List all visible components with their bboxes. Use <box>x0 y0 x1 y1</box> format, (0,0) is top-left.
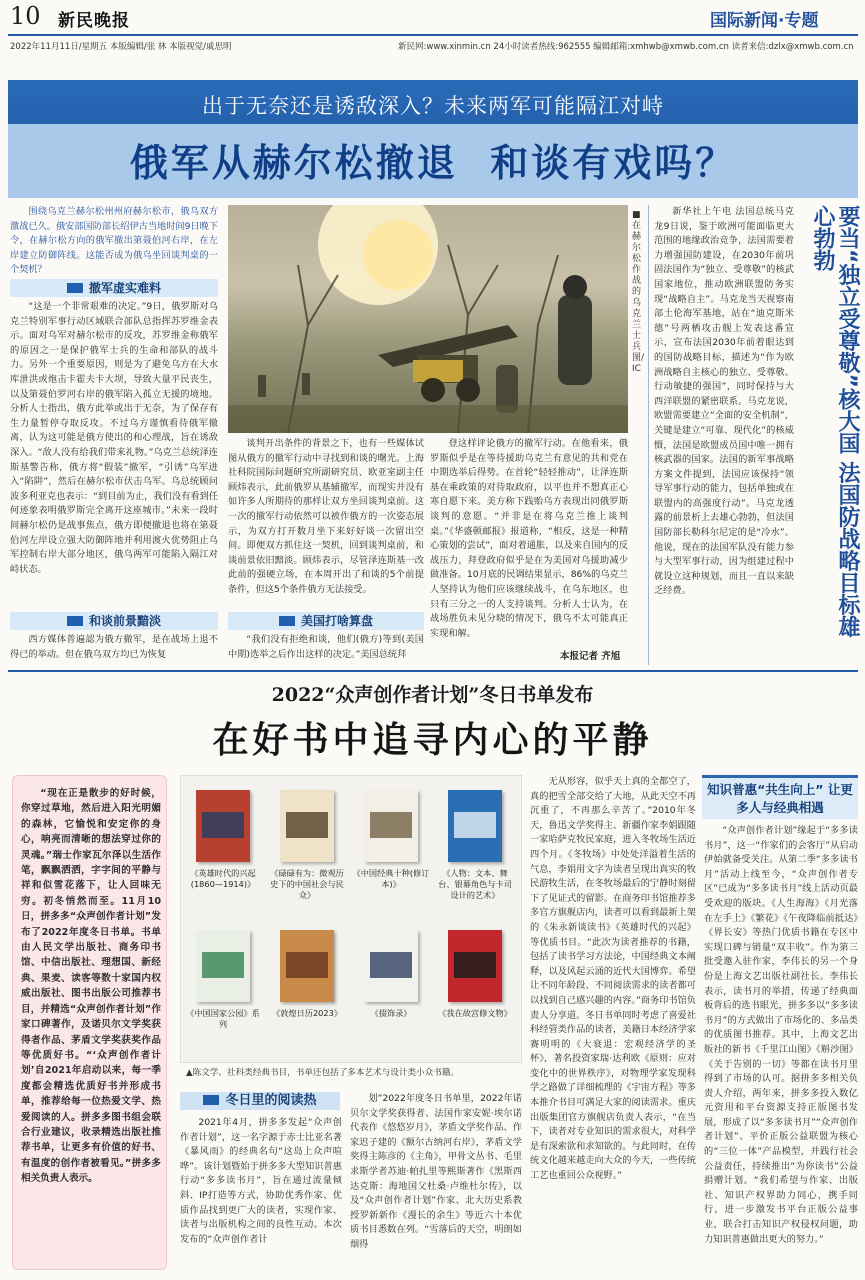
contact-line: 新民网:www.xinmin.cn 24小时读者热线:962555 编辑邮箱:xmhwb@xmwb.com.cn 读者来信:dzlx@xmwb.com.cn <box>398 42 854 52</box>
book-title: 《中国经典十种(修订本)》 <box>352 868 430 889</box>
right-column-body: “众声创作者计划”缘起于“多多读书月”，这一“作家们的会客厅”从启动伊始就备受关注。从第二季“多多读书月”活动上线至今，“众声创作者专区”已成为“多多读书月”线上活动页最受欢迎的版块。《人生海海》《月光落在左手上》《繁花》《午夜降临前抵达》《界长安》等热门优质书籍在专区中实现口碑与销量“双丰收”。作为第三批受邀入驻作家，李伟长的另一个身份是上海文艺出版社副社长。李伟长表示，读书月的举措，传递了经典面板背后的选书眼光，拼多多以“多多读书月”的方式做出了市场化的、多品类的优质图书推荐。其中，上海文艺出版社的新书《千里江山图》《斛沙图》《关于告别的一切》等都在读书月里得到了市场的认可。据拼多多相关负责人介绍，两年来，拼多多投入数亿元资用和平台资源支持正版图书发展，形成了以“多多读书月”“众声创作者计划”、平价正版公益联盟为核心的“三位一体”产品模型，并践行社会公益责任，持续推出“为你读书”公益捐赠计划。“我们希望与作家、出版社、知识产权界助力同心，携手同行，进一步激发书平台正版公益事业，联合打击知识产权侵权问题，助力知识普惠做出更大的努力。” <box>704 825 858 1245</box>
book-title: 《敦煌日历2023》 <box>272 1008 342 1018</box>
book-mid-column: 无从形容，似乎天上真的全都空了，真的把雪全部交给了大地，从此天空不再沉重了，不再那么辛苦了。”2010年冬天，鲁迅文学奖得主、新疆作家李娟跟随一家哈萨克牧民家庭，进入冬牧场生活近四个月。《冬牧场》中处处洋溢着生活的气息，李娟用文字为读者呈现出真实的牧民游牧生活，在冬牧场最后的宁静时刻留下了见证式的留影。在商务印书馆推荐多多官方旗舰店内，读者可以看到最新上架的《朱永新谈读书》《英雄时代的兴起》等优质书目。“此次为读者推荐的书籍，包括了读书学习方法论，中国经典文本阐释，以及风起云涌的近代大国博弈。希望让不同年龄段、不同阅读需求的读者都可以找到自己感兴趣的内容。”商务印书馆负责人分享道。冬日书单同时考虑了喜爱社科经管类作品的读者，美籍日本经济学家赛明明的《大衰退：宏观经济学的圣杯》，著名投资家瑞·达利欧《原则：应对变化中的世界秩序》，对物理学家发现科学之路做了详细梳理的《宇宙方程》等多本推介书目可满足大家的阅读需求。重庆出版集团官方旗舰店负责人表示，“在当下，读者对专业知识的需求很大，对科学是有深索欲和求知欲的。与此同时，在传统文化越来越走向大众的今天，一些传统工艺也重回公众视野。” <box>530 776 696 1182</box>
newspaper-logo: 新民晚报 <box>58 11 130 31</box>
book-cover <box>448 790 502 862</box>
subhead-bar-icon <box>203 1095 219 1105</box>
book-cover-art <box>370 952 412 978</box>
lead-banner <box>8 80 858 198</box>
date-line: 2022年11月11日/星期五 本版编辑/张 林 本版视觉/戚思明 <box>10 42 232 52</box>
lead-col1-body: “这是一个非常艰难的决定。”9日，俄罗斯对乌克兰特别军事行动区域联合部队总指挥苏罗维金表示。面对乌军对赫尔松市的反攻，苏罗维金称俄军的原因之一是保护俄军士兵的生命和部队的战斗力。另外一个重要原因，则是为了避免乌方在大水库泄洪或炮击卡霍夫卡大坝，导致大量平民丧生，以及第聂伯罗河右岸的俄军陷入孤立无援的境地。分析人士指出，俄方此举或出于无奈，为了保存有生力量暂停夺取反攻。不过乌方谨慎看待俄军撤离，认为这可能是俄方使出的和心理战，旨在诱敌深入。“敌人没有给我们带来礼物。”乌克兰总统泽连斯基警告称，俄方将“假装”撤军，“引诱”乌军进入“陷阱”，然后在赫尔松市伏击乌军。乌总统顾问波多利亚克也表示：“到目前为止，我们没有看到任何迹象表明俄罗斯完全离开这座城市。”未来一段时间赫尔松仍是战事焦点，俄方即便撤退也将在第聂伯河左岸设立强大防御阵地并利用渡火优势阻止乌军控制右岸大部分地区，俄乌两军可能陷入隔江对峙状态。 <box>10 301 218 575</box>
book-cover-art <box>202 952 244 978</box>
subhead-bar-icon <box>67 283 83 293</box>
book-sidebar <box>12 775 167 1270</box>
right-headline-box <box>702 775 858 819</box>
lead-col1-tail: 西方媒体普遍認为俄方撤军，是在战场上退不得已的举动。但在俄乌双方均已为恢复 <box>10 634 218 660</box>
book-item <box>436 922 514 1056</box>
side-story-body: 新华社上午电 法国总统马克龙9日说，鉴于欧洲可能面临更大范围的地缘政治竞争，法国需要着力增强国防建设，在2030年前巩固法国作为“独立、受尊敬”的核武国家地位，推动欧洲联盟防务实现“战略自主”。马克龙当天视察南部土伦海军基地，站在“迪克斯米德”号两栖攻击舰上发表这番宣示，宣布法国2030年前着眼达到的国防战略目标，描述为“作为欧洲战略自主核心的独立、受尊敬、行动敏捷的强国”，同时保持与大西洋联盟的紧密联系。马克龙说，欧盟需要建立“全面的安全机制”，关键是建立“可靠、现代化”的核威慑，法国是欧盟成员国中唯一拥有核武器的国家。法国的新军事战略方案文件提到，法国应该保持“领导军事行动的能力，包括单独或在联盟内的高强度行动”。马克龙透露的前景析上去雄心勃勃，但法国国防部长勒科尔尼定的是“冷水”。他说，现在的法国军队没有能力参与大型军事行动，因为组建过程中就设立这种规划，而且一直以来缺乏经费。 <box>654 206 794 597</box>
book-item <box>352 922 430 1056</box>
lead-byline: 本报记者 齐旭 <box>560 651 621 662</box>
book-title: 《人物：文本、舞台、银幕角色与卡司设计的艺术》 <box>438 868 512 900</box>
book-sidebar-text: “现在正是散步的好时候，你穿过草地，然后进入阳光明媚的森林，它愉悦和安定你的身心，响亮而清晰的想法穿过你的灵魂。”瑞士作家瓦尔泽以生活作笔，飘飘洒洒，字字间的平静与祥和似雪花落下，让人回味无穷。初冬悄然而至。11月10日，拼多多“众声创作者计划”发布了2022年度冬日书单。书单由人民文学出版社、商务印书馆、中信出版社、理想国、新经典、果麦、读客等数十家国内权威出版社、图书出版公司推荐书目，并精选“众声创作者计划”作家口碑著作，及诺贝尔文学奖获得者作品、茅盾文学奖获奖作品等优质好书。“‘众声创作者计划’自2021年启动以来，每一季度都会精选优质好书并形成书单，推荐给每一位热爱文学、热爱阅读的人。拼多多图书组会联合行业建议，收录精选出版社推荐书单，让更多有价值的好书、有温度的创作者被看见。”拼多多相关负责人表示。 <box>21 788 161 1185</box>
book-item <box>436 782 514 916</box>
subhead-talks: 和谈前景黯淡 <box>10 612 218 630</box>
book-item <box>268 782 346 916</box>
book-cover <box>448 930 502 1002</box>
book-cover-art <box>286 952 328 978</box>
subhead-withdrawal: 撤军虚实难料 <box>10 279 218 297</box>
book-cover <box>196 930 250 1002</box>
section-rule <box>8 670 858 672</box>
artillery-scene-illustration <box>228 205 628 433</box>
lead-col2-body: 谈判开出条件的背景之下，也有一些媒体试图从俄方的撤军行动中寻找到和谈的曙光。上海社科院国际问题研究所副研究员、欧亚室副主任顾炜表示，此前俄罗从基辅撤军，而现实并没有如许多人所期待的那样让双方坐回谈判桌前。这一次的撤军行动依然可以被作俄方的一次姿态展示，为双方打开数月坐下来好好谈一次留出空间。即便双方抓住这一契机，回到谈判桌前，和谈前景依旧黯淡。顾炜表示，尽管泽连斯基一改此前的强硬立场，在本周开出了和谈的5个前提条件，但这5个条件俄方无法接受。 <box>228 438 424 595</box>
lead-kicker: 出于无奈还是诱敌深入？未来两军可能隔江对峙 <box>202 94 664 118</box>
masthead-rule <box>8 34 858 36</box>
subhead-us: 美国打啥算盘 <box>228 612 424 630</box>
book-cover-art <box>454 952 496 978</box>
section-title: 国际新闻·专题 <box>710 11 819 31</box>
book-cover <box>196 790 250 862</box>
book-title: 《中国国家公园》系列 <box>186 1008 260 1029</box>
book-cover <box>280 790 334 862</box>
book-title: 《碌碌有为：微观历史下的中国社会与民众》 <box>270 868 344 900</box>
lead-intro: 围绕乌克兰赫尔松州州府赫尔松市，俄乌双方激战已久。俄安部国防部长绍伊古当地时间9日晚下令，在赫尔松方向的俄军撤出第聂伯河右岸，在左岸建立防御阵线。这能否成为俄乌坐回谈判桌的一个契机？ <box>10 206 218 275</box>
book-cover <box>364 790 418 862</box>
lead-headline: 俄军从赫尔松撤退 和谈有戏吗？ <box>129 141 737 185</box>
book-cover-art <box>370 812 412 838</box>
book-item <box>268 922 346 1056</box>
book-headline: 在好书中追寻内心的平静 <box>212 720 653 761</box>
book-kicker: 2022“众声创作者计划”冬日书单发布 <box>271 684 594 706</box>
book-title: 《英雄时代的兴起(1860—1914)》 <box>190 868 256 889</box>
winter-col1: 2021年4月，拼多多发起“众声创作者计划”，这一名字源于赤士比亚名著《暴风雨》的经典名句“这岛上众声喧哗”。该计划暨始于拼多多大型知识普惠行动“多多读书月”，旨在通过流量倾斜、IP打造等方式，协助优秀作家、优质作品找到更广大的读者，实现作家、读者与出版机构之间的良性互动。本次发布的“众声创作者计 <box>180 1117 342 1245</box>
book-grid <box>180 775 522 1063</box>
side-story-headline: 要当“独立受尊敬”核大国 法国防战略目标雄心勃勃 <box>810 205 860 638</box>
column-divider <box>648 205 649 665</box>
winter-col2: 划”2022年度冬日书单里，2022年诺贝尔文学奖获得者、法国作家安妮·埃尔诺代表作《悠悠岁月》，茅盾文学奖作品、作家迟子建的《额尔古纳河右岸》，茅盾文学奖得主陈彦的《主角》，甲骨文丛书、毛里求斯学者苏迪·帕扎里等熙斯著作《黑斯西达克斯：海地国父杜桑·卢维杜尔传》，以及“众声创作者计划”作家、北大历史系教授罗新新作《漫长的余生》等近六十本优质书目悉数在列。“雪落后的天空，明朗如烟得 <box>350 1093 522 1250</box>
book-title: 《我在故宫修文物》 <box>438 1008 512 1018</box>
page-number: 10 <box>10 2 41 30</box>
book-cover-art <box>202 812 244 838</box>
book-title: 《掇饰录》 <box>370 1008 412 1018</box>
subhead-bar-icon <box>67 616 83 626</box>
book-cover-art <box>454 812 496 838</box>
photo-caption: ■在赫尔松作战的乌克兰士兵 图/IC <box>632 210 645 374</box>
right-headline: 知识普惠“共生向上” 让更多人与经典相遇 <box>707 782 853 815</box>
book-item <box>184 922 262 1056</box>
subhead-bar-icon <box>279 616 295 626</box>
book-item <box>184 782 262 916</box>
book-cover <box>364 930 418 1002</box>
subhead-winter-reading: 冬日里的阅读热 <box>180 1092 340 1110</box>
book-caption: ▲陈文学、社科类经典书目，书单还包括了多本艺术与设计类小众书籍。 <box>186 1068 460 1078</box>
lead-photo <box>228 205 628 433</box>
lead-col2-tail: “我们没有拒绝和谈，他们(俄方)等到(美国中期)选举之后作出这样的决定。”美国总统拜 <box>228 634 424 660</box>
lead-col3-body: 登这样评论俄方的撤军行动。在他看来，俄罗斯似乎是在等待援助乌克兰有意见的共和党在中期选举后得势。在首轮“轻轻推动”，让泽连斯基在乘政策的对待取政府，以平也并不想真正心寒自愿下来。美方称下践贻乌方表现出同俄罗斯谈判的意愿。“并非是在将乌克兰推上谈判桌。”《华盛顿邮报》报道称，“相反，这是一种精心策划的尝试”，面对着通胀，以及来自国内的反战压力，拜登政府似乎是在为美国对乌援助减少做准备。10月底的民调结果显示，86%的乌克兰人坚持认为他们应该继续战斗，在乌东地区，也只有三分之一的人支持谈判。分析人士认为，在战场胜负未见分晓的情况下，俄乌不太可能真正实现和解。 <box>430 438 628 639</box>
book-item <box>352 782 430 916</box>
book-cover <box>280 930 334 1002</box>
book-cover-art <box>286 812 328 838</box>
